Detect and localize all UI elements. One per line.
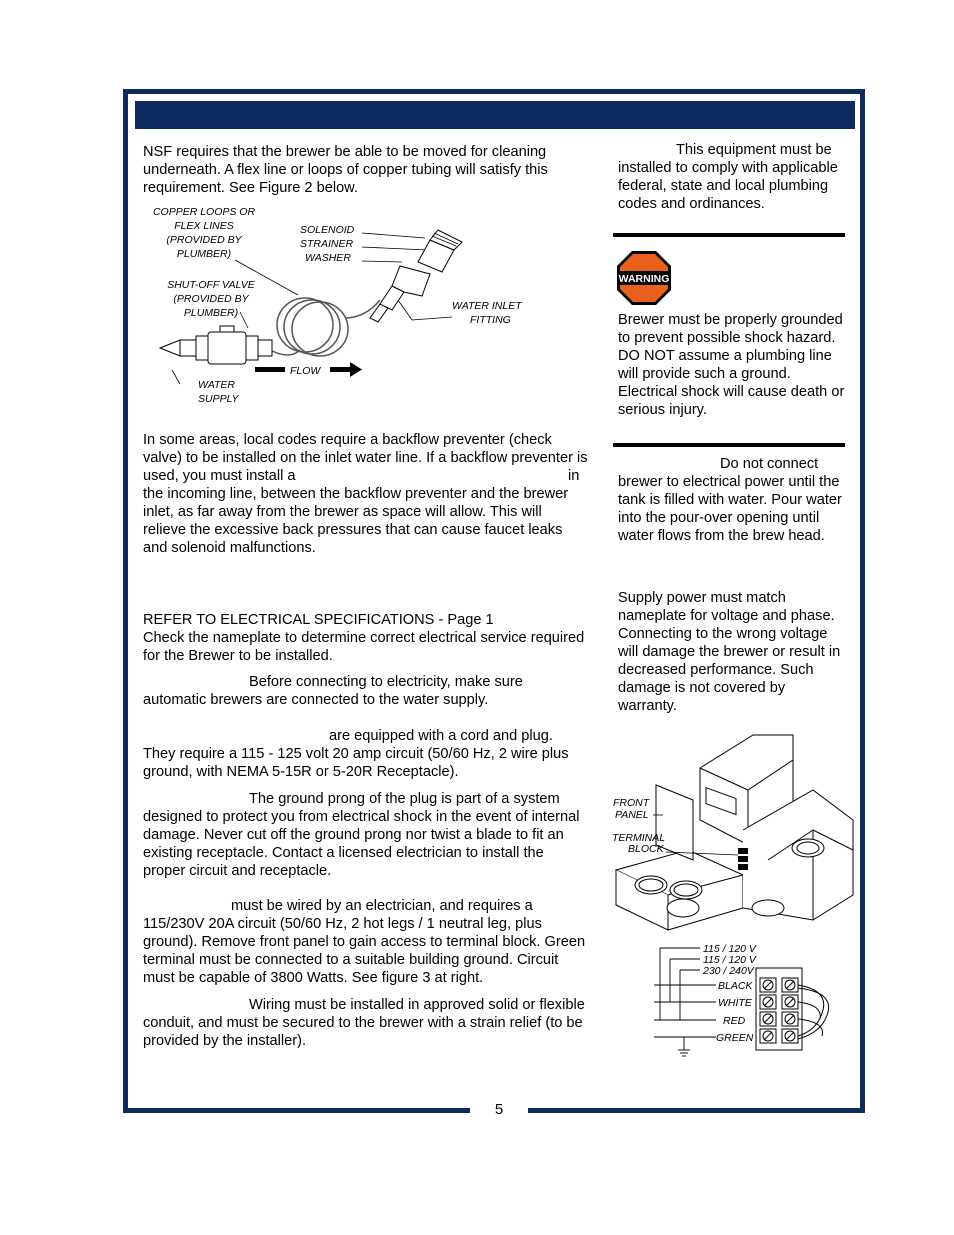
solenoid-label bbox=[300, 224, 355, 264]
svg-text:STRAINER: STRAINER bbox=[300, 238, 354, 250]
backflow-text-c: the incoming line, between the backflow preventer and the brewer inlet, as far away from the brewer as space will allow. This will relieve the excessive back pressures that can cause faucet leaks and solenoid malfunctions. bbox=[143, 486, 569, 556]
divider-rule bbox=[613, 233, 845, 237]
paragraph-do-not-connect: Do not connect brewer to electrical power until the tank is filled with water. Pour water into the pour-over opening until water flows from the brew head. bbox=[618, 456, 842, 544]
svg-text:PLUMBER): PLUMBER) bbox=[183, 307, 239, 319]
page-number: 5 bbox=[494, 1101, 504, 1118]
paragraph-grounded-warning: Brewer must be properly grounded to prevent possible shock hazard. DO NOT assume a plumbing line will provide such a ground. Electrical shock will cause death or serious injury. bbox=[618, 312, 845, 418]
svg-text:(PROVIDED BY: (PROVIDED BY bbox=[166, 234, 242, 246]
figure-plumbing-diagram bbox=[140, 200, 580, 410]
svg-text:SHUT-OFF VALVE: SHUT-OFF VALVE bbox=[167, 279, 255, 291]
svg-text:WHITE: WHITE bbox=[718, 997, 752, 1009]
warning-sign-icon bbox=[616, 250, 672, 306]
svg-text:PANEL: PANEL bbox=[615, 809, 649, 821]
svg-text:FRONT: FRONT bbox=[613, 797, 650, 809]
svg-text:115 / 120 V: 115 / 120 V bbox=[703, 943, 756, 955]
backflow-text-in: in bbox=[568, 468, 580, 484]
paragraph-ground-prong: The ground prong of the plug is part of a system designed to protect you from electrical shock in the event of internal damage. Never cut off the ground prong nor twist a blade to fit an existing receptacle. Contact a licensed electrician to install the proper circuit and receptacle. bbox=[143, 791, 580, 879]
svg-text:FLOW: FLOW bbox=[290, 365, 321, 377]
terminal-block-label bbox=[612, 832, 665, 855]
svg-text:(PROVIDED BY: (PROVIDED BY bbox=[173, 293, 249, 305]
paragraph-before-connecting: Before connecting to electricity, make sure automatic brewers are connected to the water supply. bbox=[143, 674, 523, 708]
svg-text:FITTING: FITTING bbox=[470, 314, 511, 326]
paragraph-nameplate: Check the nameplate to determine correct electrical service required for the Brewer to be installed. bbox=[143, 630, 585, 664]
paragraph-conduit: Wiring must be installed in approved solid or flexible conduit, and must be secured to the brewer with a strain relief (to be provided by the installer). bbox=[143, 997, 585, 1049]
paragraph-plumbing-codes: This equipment must be installed to comply with applicable federal, state and local plumbing codes and ordinances. bbox=[618, 142, 838, 212]
figure-brewer-terminal bbox=[608, 730, 856, 1065]
copper-loops-label bbox=[153, 206, 256, 260]
section-header-bar bbox=[135, 101, 855, 129]
svg-text:WARNING: WARNING bbox=[618, 273, 670, 285]
svg-text:GREEN: GREEN bbox=[716, 1032, 754, 1044]
svg-text:115 / 120 V: 115 / 120 V bbox=[703, 954, 756, 966]
paragraph-supply-power: Supply power must match nameplate for voltage and phase. Connecting to the wrong voltage will damage the brewer or result in decreased performance. Such damage is not covered by warranty. bbox=[618, 590, 841, 714]
svg-text:SOLENOID: SOLENOID bbox=[300, 224, 355, 236]
svg-text:SUPPLY: SUPPLY bbox=[198, 393, 239, 405]
paragraph-flex-line: NSF requires that the brewer be able to be moved for cleaning underneath. A flex line or loops of copper tubing will satisfy this requirement. See Figure 2 below. bbox=[143, 144, 548, 196]
divider-rule-2 bbox=[613, 443, 845, 447]
backflow-text-a: In some areas, local codes require a backflow preventer (check valve) to be installed on the inlet water line. If a backflow preventer is used, you must install a bbox=[143, 432, 588, 484]
svg-text:WATER: WATER bbox=[198, 379, 235, 391]
paragraph-cord-plug: are equipped with a cord and plug. They require a 115 - 125 volt 20 amp circuit (50/60 Hz, 2 wire plus ground, with NEMA 5-15R or 5-20R Receptacle). bbox=[143, 728, 569, 780]
svg-text:WASHER: WASHER bbox=[305, 252, 351, 264]
svg-text:TERMINAL: TERMINAL bbox=[612, 832, 666, 844]
water-inlet-label bbox=[452, 300, 523, 326]
electrical-specs-ref: REFER TO ELECTRICAL SPECIFICATIONS - Page 1 bbox=[143, 612, 494, 628]
paragraph-electrician-wiring: must be wired by an electrician, and requires a 115/230V 20A circuit (50/60 Hz, 2 hot legs / 1 neutral leg, plus ground). Remove front panel to gain access to terminal block. Green terminal must be connected to a suitable building ground. Circuit must be capable of 3800 Watts. See figure 3 at right. bbox=[143, 898, 586, 986]
svg-text:BLACK: BLACK bbox=[718, 980, 753, 992]
svg-text:PLUMBER): PLUMBER) bbox=[176, 248, 232, 260]
svg-text:WATER INLET: WATER INLET bbox=[452, 300, 522, 312]
svg-text:COPPER LOOPS OR: COPPER LOOPS OR bbox=[152, 206, 256, 218]
shutoff-valve-label bbox=[167, 279, 256, 319]
svg-text:FLEX LINES: FLEX LINES bbox=[174, 220, 234, 232]
svg-text:BLOCK: BLOCK bbox=[628, 843, 664, 855]
water-supply-label bbox=[198, 379, 239, 405]
svg-text:230 / 240V: 230 / 240V bbox=[703, 965, 754, 977]
paragraph-backflow bbox=[143, 431, 588, 485]
flow-arrow bbox=[255, 362, 362, 377]
svg-text:RED: RED bbox=[723, 1015, 746, 1027]
front-panel-label bbox=[613, 797, 651, 821]
